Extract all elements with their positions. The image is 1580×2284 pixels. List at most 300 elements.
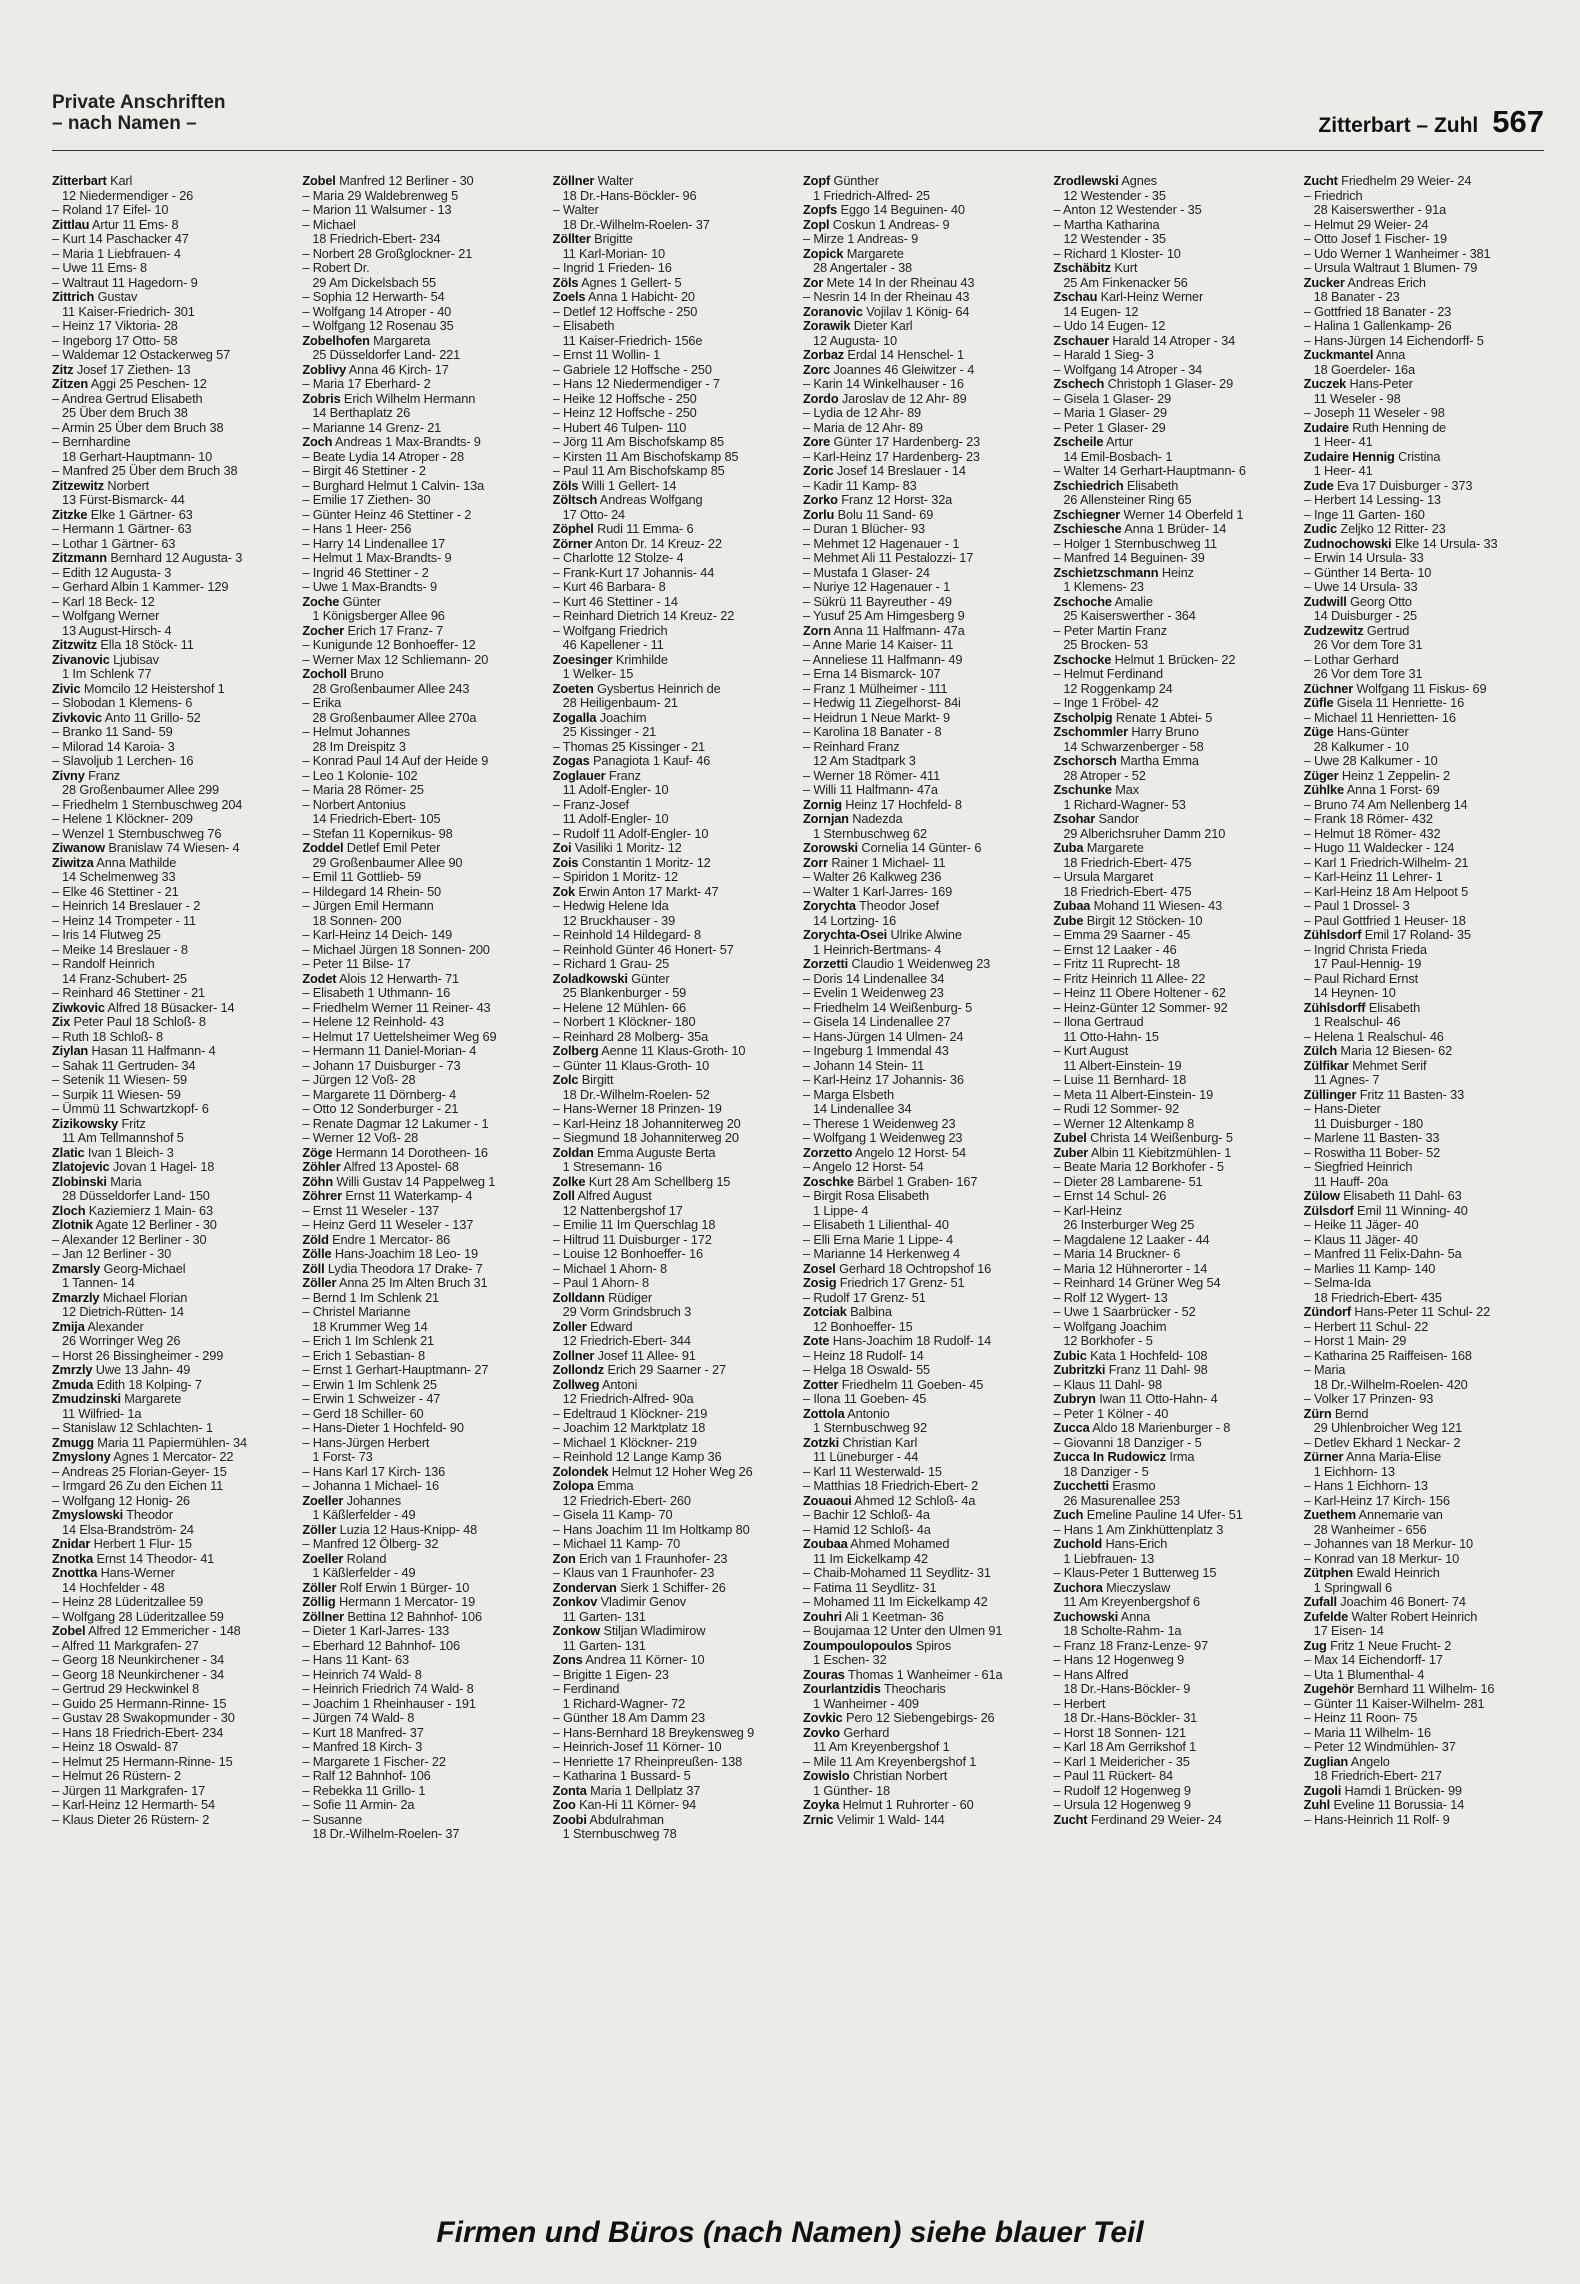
listing-details: Cristina <box>1394 449 1441 464</box>
listing-details: – Birgit 46 Stettiner - 2 <box>302 464 426 478</box>
listing-details: – Franz-Josef <box>552 797 629 812</box>
listing-line <box>1304 1581 1546 1596</box>
listing-line <box>803 1639 1045 1654</box>
listing-details: 18 Friedrich-Ebert- 234 <box>312 232 441 246</box>
surname: Zoo <box>552 1798 576 1812</box>
listing-details: – Heinz 18 Rudolf- 14 <box>802 1348 924 1363</box>
listing-details: – Marga Elsbeth <box>802 1087 894 1102</box>
listing-details: – Konrad van 18 Merkur- 10 <box>1303 1551 1460 1566</box>
surname: Zorowski <box>802 841 858 855</box>
listing-details: – Wolfgang 12 Rosenau 35 <box>302 319 454 333</box>
listing-details: – Roswitha 11 Bober- 52 <box>1303 1145 1441 1160</box>
listing-line <box>1304 421 1546 436</box>
surname: Zolke <box>552 1174 586 1189</box>
surname: Zucchetti <box>1053 1479 1109 1493</box>
surname: Zschäbitz <box>1053 261 1111 275</box>
listing-details: 18 Scholte-Rahm- 1a <box>1063 1624 1182 1638</box>
listing-details: – Maria <box>1303 1363 1346 1377</box>
listing-details: Bernhard 11 Wilhelm- 16 <box>1353 1682 1495 1696</box>
listing-details: Alois 12 Herwarth- 71 <box>336 971 460 986</box>
listing-line <box>52 1407 294 1422</box>
listing-line <box>1304 319 1546 334</box>
listing-details: Fritz 1 Neue Frucht- 2 <box>1326 1638 1452 1653</box>
listing-details: – Hans 12 Hogenweg 9 <box>1053 1653 1185 1667</box>
listing-details: Anna 1 Forst- 69 <box>1344 783 1440 797</box>
listing-line <box>302 203 544 218</box>
listing-details: Erich van 1 Fraunhofer- 23 <box>575 1551 728 1566</box>
listing-line <box>52 1218 294 1233</box>
listing-details: Andreas 1 Max-Brandts- 9 <box>332 435 481 449</box>
listing-line <box>52 1233 294 1248</box>
listing-details: Nadezda <box>848 812 903 826</box>
surname: Zöhn <box>302 1174 333 1189</box>
listing-line <box>803 551 1045 566</box>
listing-line <box>1053 1537 1295 1552</box>
surname: Zotciak <box>802 1305 847 1319</box>
listing-details: Alfred August <box>574 1189 652 1203</box>
listing-details: – Birgit Rosa Elisabeth <box>802 1189 929 1203</box>
listing-details: – Hans-Werner 18 Prinzen- 19 <box>552 1102 722 1116</box>
listing-line <box>803 1233 1045 1248</box>
listing-line <box>553 232 795 247</box>
listing-details: Friedhelm 29 Weier- 24 <box>1337 174 1472 188</box>
listing-line <box>553 1204 795 1219</box>
listing-details: – Jürgen 74 Wald- 8 <box>302 1711 415 1725</box>
listing-details: 14 Friedrich-Ebert- 105 <box>312 812 441 826</box>
listing-line <box>1053 1755 1295 1770</box>
listing-line <box>553 1073 795 1088</box>
listing-line <box>803 1581 1045 1596</box>
listing-details: – Hans-Jürgen Herbert <box>302 1435 430 1450</box>
surname: Zoll <box>552 1189 575 1203</box>
listing-details: Antoni <box>599 1377 638 1392</box>
listing-details: – Paul 11 Am Bischofskamp 85 <box>552 464 725 478</box>
listing-line <box>302 1189 544 1204</box>
surname: Zuba <box>1053 841 1084 855</box>
listing-details: 26 Masurenallee 253 <box>1063 1493 1180 1508</box>
listing-details: Willi Gustav 14 Pappelweg 1 <box>333 1174 496 1189</box>
listing-details: Jaroslav de 12 Ahr- 89 <box>838 391 967 406</box>
listing-line <box>1053 914 1295 929</box>
listing-details: – Helene 1 Klöckner- 209 <box>52 812 193 826</box>
listing-line <box>553 1653 795 1668</box>
listing-details: 1 Königsberger Allee 96 <box>312 609 445 623</box>
listing-details: Roland <box>343 1551 387 1566</box>
listing-line <box>1053 334 1295 349</box>
surname: Zitzke <box>52 507 88 522</box>
listing-details: Panagiota 1 Kauf- 46 <box>589 754 711 768</box>
listing-line <box>302 957 544 972</box>
listing-details: Max <box>1111 783 1140 797</box>
listing-line <box>1304 1044 1546 1059</box>
listing-line <box>803 1653 1045 1668</box>
listing-line <box>1304 1001 1546 1016</box>
listing-details: – Erich 1 Sebastian- 8 <box>302 1348 425 1363</box>
listing-line <box>1304 377 1546 392</box>
listing-line <box>1304 1784 1546 1799</box>
listing-line <box>803 1494 1045 1509</box>
directory-columns <box>52 174 1546 2164</box>
listing-line <box>302 841 544 856</box>
listing-line <box>1304 1494 1546 1509</box>
listing-line <box>1304 1030 1546 1045</box>
listing-line <box>302 1262 544 1277</box>
listing-line <box>52 522 294 537</box>
listing-details: Sandor <box>1095 812 1139 826</box>
listing-line <box>553 1639 795 1654</box>
listing-details: – Heinz 11 Obere Holtener - 62 <box>1053 986 1226 1000</box>
listing-line <box>302 1784 544 1799</box>
listing-details: – Fritz 11 Ruprecht- 18 <box>1053 957 1180 971</box>
listing-details: 18 Banater - 23 <box>1313 290 1400 304</box>
listing-details: 25 Am Finkenacker 56 <box>1063 275 1188 290</box>
listing-line <box>302 334 544 349</box>
listing-line <box>52 827 294 842</box>
listing-details: 25 Blankenburger - 59 <box>562 986 687 1000</box>
listing-details: Elisabeth <box>1365 1000 1421 1015</box>
listing-details: Andreas Wolfgang <box>597 493 703 507</box>
listing-details: 13 August-Hirsch- 4 <box>62 623 172 638</box>
listing-details: – Kunigunde 12 Bonhoeffer- 12 <box>302 638 476 652</box>
listing-details: – Maria 1 Liebfrauen- 4 <box>52 246 181 261</box>
listing-line <box>1053 986 1295 1001</box>
listing-details: – Udo 14 Eugen- 12 <box>1053 319 1166 333</box>
listing-details: Renate 1 Abtei- 5 <box>1112 710 1213 725</box>
listing-line <box>1304 1769 1546 1784</box>
listing-details: 18 Friedrich-Ebert- 475 <box>1063 884 1192 899</box>
listing-line <box>52 508 294 523</box>
listing-details: 12 Bruckhauser - 39 <box>562 913 676 928</box>
listing-details: Abdulrahman <box>586 1812 664 1827</box>
listing-line <box>803 508 1045 523</box>
surname: Zöhrer <box>302 1189 342 1203</box>
listing-details: – Heinz 28 Lüderitzallee 59 <box>52 1595 204 1609</box>
listing-line <box>553 1740 795 1755</box>
listing-details: Maria 11 Papiermühlen- 34 <box>93 1435 247 1450</box>
surname: Ziylan <box>52 1044 89 1058</box>
listing-details: – Uwe 14 Ursula- 33 <box>1303 580 1418 594</box>
surname: Ziwitza <box>52 855 94 870</box>
listing-details: Ruth Henning de <box>1348 420 1447 435</box>
surname: Zuglian <box>1303 1754 1349 1769</box>
listing-details: Kurt <box>1111 261 1138 275</box>
listing-details: – Karl-Heinz 12 Hermarth- 54 <box>52 1798 215 1812</box>
listing-line <box>553 1044 795 1059</box>
listing-details: – Gabriele 12 Hoffsche - 250 <box>552 362 712 377</box>
listing-line <box>803 1523 1045 1538</box>
listing-line <box>803 1378 1045 1393</box>
listing-line <box>1053 1798 1295 1813</box>
listing-line <box>1304 1131 1546 1146</box>
listing-line <box>803 580 1045 595</box>
listing-line <box>553 1262 795 1277</box>
listing-line <box>302 1537 544 1552</box>
listing-line <box>553 1378 795 1393</box>
listing-line <box>302 1276 544 1291</box>
listing-line <box>553 870 795 885</box>
listing-details: – Karolina 18 Banater - 8 <box>802 725 942 739</box>
surname: Zrodlewski <box>1053 174 1119 188</box>
listing-details: – Heike 12 Hoffsche - 250 <box>552 391 697 406</box>
listing-line <box>302 1233 544 1248</box>
listing-line <box>52 377 294 392</box>
listing-line <box>302 276 544 291</box>
listing-details: 18 Friedrich-Ebert- 217 <box>1313 1769 1442 1783</box>
listing-line <box>1053 508 1295 523</box>
listing-line <box>803 377 1045 392</box>
listing-details: – Hans 18 Friedrich-Ebert- 234 <box>52 1725 224 1740</box>
listing-details: – Wolfgang 14 Atroper - 34 <box>1053 362 1203 377</box>
surname: Zschiegner <box>1053 507 1121 522</box>
listing-line <box>553 479 795 494</box>
listing-line <box>1053 203 1295 218</box>
listing-details: Joachim 46 Bonert- 74 <box>1336 1595 1466 1609</box>
listing-line <box>553 609 795 624</box>
surname: Zufall <box>1303 1595 1337 1609</box>
surname: Zolondek <box>552 1464 609 1479</box>
listing-details: – Anton 12 Westender - 35 <box>1053 203 1202 217</box>
listing-details: Kan-Hi 11 Körner- 94 <box>575 1798 697 1812</box>
listing-line <box>1304 1059 1546 1074</box>
surname: Zmyslowski <box>52 1508 124 1522</box>
surname: Zürn <box>1303 1406 1332 1421</box>
listing-line <box>553 1798 795 1813</box>
listing-line <box>52 363 294 378</box>
listing-line <box>1304 1465 1546 1480</box>
listing-line <box>803 1726 1045 1741</box>
listing-details: Christa 14 Weißenburg- 5 <box>1086 1131 1233 1145</box>
listing-details: Alexander <box>84 1319 144 1334</box>
listing-details: – Marianne 14 Grenz- 21 <box>302 420 442 435</box>
listing-line <box>1304 450 1546 465</box>
listing-details: Werner 14 Oberfeld 1 <box>1120 507 1244 522</box>
listing-details: Martha Emma <box>1116 754 1199 768</box>
listing-details: 25 Brocken- 53 <box>1063 638 1149 652</box>
listing-details: Hans-Erich <box>1102 1537 1168 1551</box>
listing-details: – Reinhold Günter 46 Honert- 57 <box>552 942 734 957</box>
listing-details: 1 Sternbuschweg 62 <box>812 826 927 841</box>
listing-details: 1 Lippe- 4 <box>812 1203 869 1218</box>
listing-details: – Hugo 11 Waldecker - 124 <box>1303 841 1455 855</box>
listing-details: – Horst 1 Main- 29 <box>1303 1334 1407 1348</box>
listing-line <box>1304 812 1546 827</box>
listing-details: 14 Heynen- 10 <box>1313 986 1396 1000</box>
listing-line <box>52 1726 294 1741</box>
listing-details: 25 Über dem Bruch 38 <box>62 406 188 420</box>
listing-details: Gertrud <box>1363 623 1410 638</box>
listing-details: Anna Mathilde <box>93 855 177 870</box>
listing-details: – Reinhard 46 Stettiner - 21 <box>52 986 206 1000</box>
listing-line <box>1053 1450 1295 1465</box>
surname: Zlatojevic <box>52 1160 110 1174</box>
listing-line <box>1053 682 1295 697</box>
directory-column <box>553 174 795 2164</box>
listing-details: – Helena 1 Realschul- 46 <box>1303 1029 1444 1044</box>
listing-line <box>1304 1175 1546 1190</box>
listing-line <box>553 1827 795 1842</box>
listing-details: – Karl 18 Beck- 12 <box>52 594 155 609</box>
listing-line <box>302 1668 544 1683</box>
listing-line <box>553 348 795 363</box>
listing-line <box>1053 464 1295 479</box>
listing-line <box>803 1537 1045 1552</box>
listing-details: 12 Friedrich-Ebert- 260 <box>562 1493 691 1508</box>
listing-details: – Manfred 18 Kirch- 3 <box>302 1740 423 1754</box>
listing-details: 11 Garten- 131 <box>562 1609 646 1624</box>
surname: Zoch <box>302 435 333 449</box>
listing-details: 1 Günther- 18 <box>812 1783 890 1798</box>
listing-line <box>803 334 1045 349</box>
listing-details: Ferdinand 29 Weier- 24 <box>1087 1812 1222 1827</box>
listing-details: – Maria 12 Hühnerorter - 14 <box>1053 1261 1208 1276</box>
surname: Zühlke <box>1303 783 1344 797</box>
listing-line <box>553 435 795 450</box>
listing-details: 1 Forst- 73 <box>312 1450 373 1464</box>
listing-details: – Leo 1 Kolonie- 102 <box>302 768 418 783</box>
surname: Zovko <box>802 1725 840 1740</box>
listing-line <box>803 1407 1045 1422</box>
surname: Zolldann <box>552 1290 605 1305</box>
listing-line <box>1053 493 1295 508</box>
listing-line <box>803 1160 1045 1175</box>
listing-details: – Michael 11 Kamp- 70 <box>552 1537 681 1551</box>
surname: Zoeller <box>302 1493 344 1508</box>
listing-line <box>1053 1146 1295 1161</box>
listing-details: – Ilona 11 Goeben- 45 <box>802 1392 927 1406</box>
header-rule <box>52 150 1544 151</box>
surname: Zsohar <box>1053 812 1096 826</box>
surname: Zollondz <box>552 1363 605 1377</box>
listing-line <box>1053 870 1295 885</box>
listing-line <box>1053 450 1295 465</box>
listing-details: Antonio <box>844 1406 890 1421</box>
listing-line <box>302 986 544 1001</box>
listing-details: – Heike 11 Jäger- 40 <box>1303 1218 1419 1232</box>
listing-line <box>302 435 544 450</box>
listing-details: – Ingrid Christa Frieda <box>1303 942 1427 957</box>
listing-line <box>302 1146 544 1161</box>
surname: Zobel <box>302 174 336 188</box>
listing-line <box>1304 754 1546 769</box>
listing-details: Mete 14 In der Rheinau 43 <box>823 275 975 290</box>
surname: Zivny <box>52 768 85 783</box>
listing-line <box>803 1436 1045 1451</box>
listing-details: – Elke 46 Stettiner - 21 <box>52 884 179 899</box>
listing-line <box>302 348 544 363</box>
listing-line <box>1053 392 1295 407</box>
listing-line <box>1053 1769 1295 1784</box>
listing-line <box>302 754 544 769</box>
listing-line <box>803 1465 1045 1480</box>
listing-details: Agate 12 Berliner - 30 <box>92 1218 217 1232</box>
surname: Znidar <box>52 1537 91 1551</box>
surname: Zornjan <box>802 812 849 826</box>
listing-details: – Hans-Dieter <box>1303 1102 1381 1116</box>
surname: Zowislo <box>802 1769 850 1783</box>
listing-line <box>553 450 795 465</box>
listing-details: – Norbert 28 Großglockner- 21 <box>302 246 473 261</box>
listing-line <box>553 1189 795 1204</box>
listing-line <box>1053 856 1295 871</box>
listing-line <box>803 1363 1045 1378</box>
listing-line <box>803 798 1045 813</box>
listing-details: – Helmut Ferdinand <box>1053 667 1164 681</box>
listing-line <box>803 566 1045 581</box>
listing-details: 18 Friedrich-Ebert- 475 <box>1063 855 1192 870</box>
listing-line <box>803 1784 1045 1799</box>
listing-details: – Erna 14 Bismarck- 107 <box>802 667 941 681</box>
listing-line <box>553 566 795 581</box>
listing-details: 14 Eugen- 12 <box>1063 304 1139 319</box>
listing-line <box>52 1305 294 1320</box>
listing-details: – Margarete 1 Fischer- 22 <box>302 1754 446 1769</box>
listing-details: Theocharis <box>880 1682 946 1696</box>
listing-details: – Uwe 11 Ems- 8 <box>52 261 147 275</box>
listing-details: 12 Niedermendiger - 26 <box>62 188 194 203</box>
surname: Zscholpig <box>1053 710 1113 725</box>
listing-details: 13 Fürst-Bismarck- 44 <box>62 493 185 507</box>
listing-details: 14 Lindenallee 34 <box>812 1102 912 1116</box>
listing-line <box>52 1450 294 1465</box>
surname: Znottka <box>52 1566 98 1580</box>
surname: Zlobinski <box>52 1174 107 1189</box>
listing-line <box>1053 1015 1295 1030</box>
listing-line <box>1053 1363 1295 1378</box>
listing-details: 1 Sternbuschweg 92 <box>812 1421 927 1435</box>
listing-details: – Hans Karl 17 Kirch- 136 <box>302 1464 446 1479</box>
listing-line <box>1304 1334 1546 1349</box>
surname: Zuethem <box>1303 1508 1356 1522</box>
listing-details: Angelo <box>1348 1754 1390 1769</box>
listing-line <box>803 1624 1045 1639</box>
listing-line <box>1053 1668 1295 1683</box>
listing-details: Emil 11 Winning- 40 <box>1353 1203 1468 1218</box>
listing-details: Anna 11 Halfmann- 47a <box>830 623 965 638</box>
listing-line <box>52 247 294 262</box>
listing-line <box>803 1595 1045 1610</box>
listing-details: – Emilie 11 Im Querschlag 18 <box>552 1218 716 1232</box>
listing-line <box>52 1247 294 1262</box>
listing-line <box>1304 1378 1546 1393</box>
listing-line <box>302 609 544 624</box>
listing-line <box>52 1044 294 1059</box>
listing-details: 12 Nattenbergshof 17 <box>562 1203 683 1218</box>
listing-line <box>52 305 294 320</box>
listing-details: Bernd <box>1331 1406 1369 1421</box>
listing-line <box>302 1363 544 1378</box>
listing-details: – Robert Dr. <box>302 261 370 275</box>
listing-line <box>1053 363 1295 378</box>
listing-details: 18 Dr.-Wilhelm-Roelen- 37 <box>312 1827 460 1841</box>
listing-line <box>553 696 795 711</box>
listing-details: – Doris 14 Lindenallee 34 <box>802 971 945 986</box>
listing-details: Emeline Pauline 14 Ufer- 51 <box>1083 1508 1243 1522</box>
surname: Züge <box>1303 725 1334 739</box>
listing-line <box>1053 1479 1295 1494</box>
listing-details: Dieter Karl <box>850 319 913 333</box>
listing-line <box>52 783 294 798</box>
listing-details: Albin 11 Kiebitzmühlen- 1 <box>1088 1145 1232 1160</box>
listing-details: Maria <box>106 1174 142 1189</box>
listing-details: – Heinz 14 Trompeter - 11 <box>52 913 196 928</box>
listing-details: – Heinz 11 Roon- 75 <box>1303 1711 1418 1725</box>
listing-details: Erich 17 Franz- 7 <box>344 623 444 638</box>
surname: Züfle <box>1303 696 1334 710</box>
surname: Zülsdorf <box>1303 1203 1354 1218</box>
listing-details: – Halina 1 Gallenkamp- 26 <box>1303 319 1452 333</box>
listing-line <box>553 1537 795 1552</box>
listing-details: – Günther 18 Am Damm 23 <box>552 1711 705 1725</box>
